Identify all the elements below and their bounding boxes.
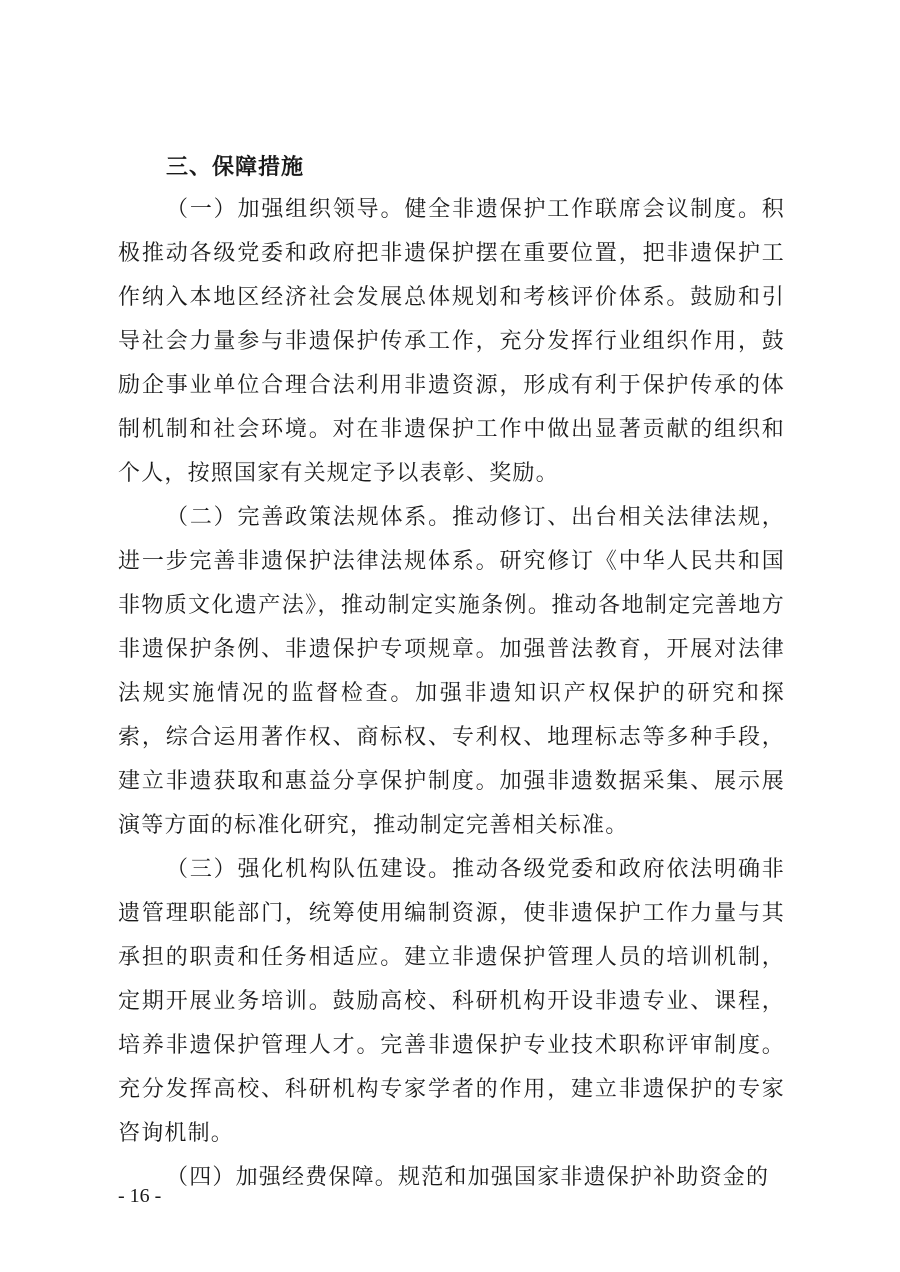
paragraph-institution-team: （三）强化机构队伍建设。推动各级党委和政府依法明确非遗管理职能部门，统筹使用编制资源，使非遗保护工作力量与其承担的职责和任务相适应。建立非遗保护管理人员的培训机制，定期开展业务培训。鼓励高校、科研机构开设非遗专业、课程，培养非遗保护管理人才。完善非遗保护专业技术职称评审制度。充分发挥高校、科研机构专家学者的作用，建立非遗保护的专家咨询机制。 — [118, 857, 785, 1146]
section-heading: 三、保障措施 — [166, 155, 305, 180]
body-text — [118, 188, 785, 1200]
paragraph-organization-leadership: （一）加强组织领导。健全非遗保护工作联席会议制度。积极推动各级党委和政府把非遗保护摆在重要位置，把非遗保护工作纳入本地区经济社会发展总体规划和考核评价体系。鼓励和引导社会力量参与非遗保护传承工作，充分发挥行业组织作用，鼓励企事业单位合理合法利用非遗资源，形成有利于保护传承的体制机制和社会环境。对在非遗保护工作中做出显著贡献的组织和个人，按照国家有关规定予以表彰、奖励。 — [118, 197, 785, 486]
paragraph-funding-guarantee: （四）加强经费保障。规范和加强国家非遗保护补助资金的 — [166, 1165, 770, 1190]
paragraph-policy-regulation: （二）完善政策法规体系。推动修订、出台相关法律法规，进一步完善非遗保护法律法规体系。研究修订《中华人民共和国非物质文化遗产法》，推动制定实施条例。推动各地制定完善地方非遗保护条例、非遗保护专项规章。加强普法教育，开展对法律法规实施情况的监督检查。加强非遗知识产权保护的研究和探索，综合运用著作权、商标权、专利权、地理标志等多种手段，建立非遗获取和惠益分享保护制度。加强非遗数据采集、展示展演等方面的标准化研究，推动制定完善相关标准。 — [118, 505, 785, 838]
page-number: - 16 - — [118, 1185, 162, 1207]
